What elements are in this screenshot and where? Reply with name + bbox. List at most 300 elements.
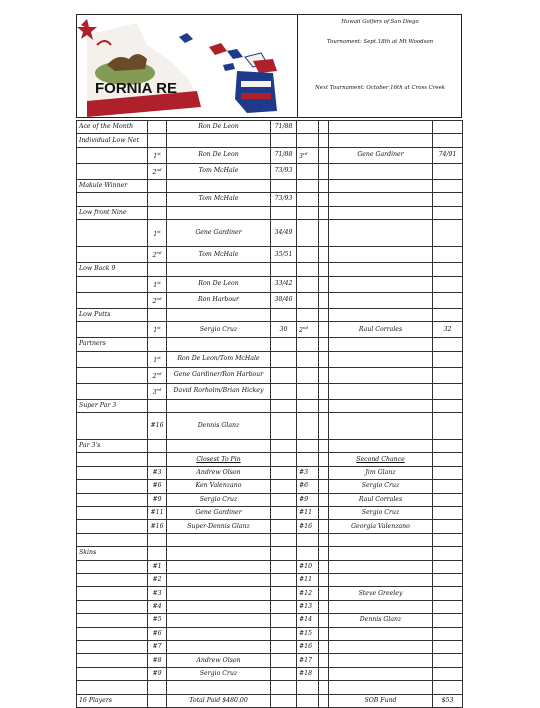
- cell-4-0: Makule Winner: [77, 179, 148, 192]
- table-row: [77, 121, 463, 134]
- table-row: [77, 220, 463, 247]
- cell-39-4: [297, 694, 319, 707]
- cell-31-7: [433, 587, 463, 600]
- table-row: [77, 667, 463, 680]
- cell-3-2: Tom McHale: [167, 163, 271, 179]
- cell-26-1: #16: [148, 520, 167, 533]
- cell-25-6: Sergio Cruz: [329, 507, 433, 520]
- cell-4-6: [329, 179, 433, 192]
- cell-11-4: [297, 292, 319, 308]
- cell-32-2: [167, 600, 271, 613]
- cell-2-6: Gene Gardiner: [329, 147, 433, 163]
- cell-20-0: Par 3's: [77, 440, 148, 453]
- cell-17-2: David Rorholm/Brian Hickey: [167, 383, 271, 399]
- cell-2-4: 3rd: [297, 147, 319, 163]
- cell-22-6: Jim Glanz: [329, 466, 433, 479]
- table-row: [77, 600, 463, 613]
- cell-34-3: [271, 627, 297, 640]
- table-row: [77, 654, 463, 667]
- cell-9-6: [329, 263, 433, 276]
- cell-24-1: #9: [148, 493, 167, 506]
- table-row: [77, 681, 463, 694]
- cell-12-7: [433, 308, 463, 321]
- cell-11-3: 38/46: [271, 292, 297, 308]
- cell-16-2: Gene Gardiner/Ron Harbour: [167, 367, 271, 383]
- cell-14-3: [271, 338, 297, 351]
- cell-24-5: [319, 493, 329, 506]
- cell-33-3: [271, 614, 297, 627]
- table-row: [77, 163, 463, 179]
- cell-14-4: [297, 338, 319, 351]
- cell-33-5: [319, 614, 329, 627]
- cell-26-5: [319, 520, 329, 533]
- cell-36-5: [319, 654, 329, 667]
- table-row: [77, 640, 463, 653]
- cell-12-2: [167, 308, 271, 321]
- cell-33-1: #5: [148, 614, 167, 627]
- cell-12-4: [297, 308, 319, 321]
- cell-36-1: #8: [148, 654, 167, 667]
- cell-5-2: Tom McHale: [167, 193, 271, 206]
- cell-34-4: #15: [297, 627, 319, 640]
- cell-36-7: [433, 654, 463, 667]
- cell-7-6: [329, 220, 433, 247]
- cell-21-3: [271, 453, 297, 466]
- cell-39-2: Total Paid $480.00: [167, 694, 271, 707]
- table-row: [77, 533, 463, 546]
- cell-16-7: [433, 367, 463, 383]
- cell-25-2: Gene Gardiner: [167, 507, 271, 520]
- cell-27-4: [297, 533, 319, 546]
- cell-6-5: [319, 206, 329, 219]
- cell-1-6: [329, 134, 433, 147]
- cell-4-2: [167, 179, 271, 192]
- cell-3-4: [297, 163, 319, 179]
- cell-28-2: [167, 547, 271, 560]
- cell-32-0: [77, 600, 148, 613]
- cell-33-6: Dennis Glanz: [329, 614, 433, 627]
- table-row: [77, 134, 463, 147]
- cell-31-6: Steve Greeley: [329, 587, 433, 600]
- cell-10-4: [297, 276, 319, 292]
- cell-37-0: [77, 667, 148, 680]
- cell-38-0: [77, 681, 148, 694]
- cell-0-0: Ace of the Month: [77, 121, 148, 134]
- cell-1-3: [271, 134, 297, 147]
- cell-1-5: [319, 134, 329, 147]
- cell-15-0: [77, 351, 148, 367]
- cell-24-6: Raul Corrales: [329, 493, 433, 506]
- cell-3-7: [433, 163, 463, 179]
- cell-14-1: [148, 338, 167, 351]
- cell-37-2: Sergio Cruz: [167, 667, 271, 680]
- cell-29-6: [329, 560, 433, 573]
- cell-16-1: 2nd: [148, 367, 167, 383]
- cell-30-7: [433, 573, 463, 586]
- cell-10-3: 33/42: [271, 276, 297, 292]
- cell-23-5: [319, 480, 329, 493]
- tournament-line: Tournament: Sept.18th at Mt Woodson: [326, 39, 434, 45]
- cell-27-2: [167, 533, 271, 546]
- cell-29-4: #10: [297, 560, 319, 573]
- cell-37-5: [319, 667, 329, 680]
- cell-14-6: [329, 338, 433, 351]
- cell-35-7: [433, 640, 463, 653]
- cell-30-2: [167, 573, 271, 586]
- cell-2-7: 74/91: [433, 147, 463, 163]
- cell-3-0: [77, 163, 148, 179]
- flags-logo: [77, 15, 297, 117]
- cell-15-5: [319, 351, 329, 367]
- cell-31-5: [319, 587, 329, 600]
- cell-38-7: [433, 681, 463, 694]
- cell-16-4: [297, 367, 319, 383]
- tournament-info: [297, 15, 462, 117]
- cell-13-7: 32: [433, 322, 463, 338]
- cell-5-4: [297, 193, 319, 206]
- cell-37-3: [271, 667, 297, 680]
- cell-7-4: [297, 220, 319, 247]
- table-row: [77, 263, 463, 276]
- cell-26-4: #16: [297, 520, 319, 533]
- cell-24-4: #9: [297, 493, 319, 506]
- cell-34-0: [77, 627, 148, 640]
- cell-39-7: $53: [433, 694, 463, 707]
- cell-6-0: Low front Nine: [77, 206, 148, 219]
- cell-1-7: [433, 134, 463, 147]
- cell-37-4: #18: [297, 667, 319, 680]
- cell-28-0: Skins: [77, 547, 148, 560]
- cell-27-5: [319, 533, 329, 546]
- cell-36-6: [329, 654, 433, 667]
- logo-text: FORNIA RE: [95, 80, 177, 97]
- table-row: [77, 413, 463, 440]
- cell-29-7: [433, 560, 463, 573]
- cell-36-3: [271, 654, 297, 667]
- cell-27-3: [271, 533, 297, 546]
- table-row: [77, 560, 463, 573]
- cell-21-4: [297, 453, 319, 466]
- cell-37-7: [433, 667, 463, 680]
- header-box: [76, 14, 462, 118]
- cell-4-3: [271, 179, 297, 192]
- table-row: [77, 493, 463, 506]
- cell-37-1: #9: [148, 667, 167, 680]
- cell-24-7: [433, 493, 463, 506]
- table-row: [77, 587, 463, 600]
- cell-39-0: 16 Players: [77, 694, 148, 707]
- table-row: [77, 466, 463, 479]
- cell-8-0: [77, 247, 148, 263]
- cell-26-0: [77, 520, 148, 533]
- cell-0-1: [148, 121, 167, 134]
- cell-38-2: [167, 681, 271, 694]
- cell-0-2: Ron De Leon: [167, 121, 271, 134]
- cell-34-7: [433, 627, 463, 640]
- cell-14-2: [167, 338, 271, 351]
- cell-23-2: Ken Valenzano: [167, 480, 271, 493]
- cell-20-4: [297, 440, 319, 453]
- cell-20-1: [148, 440, 167, 453]
- cell-1-1: [148, 134, 167, 147]
- cell-28-5: [319, 547, 329, 560]
- cell-20-3: [271, 440, 297, 453]
- cell-4-4: [297, 179, 319, 192]
- cell-18-2: [167, 399, 271, 412]
- cell-17-0: [77, 383, 148, 399]
- table-row: [77, 247, 463, 263]
- table-row: [77, 322, 463, 338]
- cell-12-3: [271, 308, 297, 321]
- cell-8-5: [319, 247, 329, 263]
- cell-35-4: #16: [297, 640, 319, 653]
- cell-6-2: [167, 206, 271, 219]
- cell-0-6: [329, 121, 433, 134]
- cell-22-0: [77, 466, 148, 479]
- club-name: Hawaii Golfers of San Diego: [341, 19, 419, 25]
- cell-3-6: [329, 163, 433, 179]
- cell-21-5: [319, 453, 329, 466]
- cell-10-5: [319, 276, 329, 292]
- cell-20-2: [167, 440, 271, 453]
- cell-5-1: [148, 193, 167, 206]
- cell-21-1: [148, 453, 167, 466]
- cell-4-7: [433, 179, 463, 192]
- cell-25-3: [271, 507, 297, 520]
- cell-15-4: [297, 351, 319, 367]
- cell-6-3: [271, 206, 297, 219]
- cell-25-4: #11: [297, 507, 319, 520]
- cell-16-0: [77, 367, 148, 383]
- cell-2-2: Ron De Leon: [167, 147, 271, 163]
- cell-5-6: [329, 193, 433, 206]
- cell-31-0: [77, 587, 148, 600]
- cell-11-0: [77, 292, 148, 308]
- cell-13-5: [319, 322, 329, 338]
- cell-5-0: [77, 193, 148, 206]
- cell-18-5: [319, 399, 329, 412]
- cell-12-1: [148, 308, 167, 321]
- cell-31-2: [167, 587, 271, 600]
- cell-26-6: Georgia Valenzano: [329, 520, 433, 533]
- cell-34-5: [319, 627, 329, 640]
- cell-29-0: [77, 560, 148, 573]
- cell-36-0: [77, 654, 148, 667]
- cell-0-5: [319, 121, 329, 134]
- cell-15-3: [271, 351, 297, 367]
- cell-30-3: [271, 573, 297, 586]
- cell-31-4: #12: [297, 587, 319, 600]
- table-row: [77, 520, 463, 533]
- cell-11-7: [433, 292, 463, 308]
- cell-1-4: [297, 134, 319, 147]
- cell-32-1: #4: [148, 600, 167, 613]
- cell-17-5: [319, 383, 329, 399]
- cell-35-0: [77, 640, 148, 653]
- cell-19-0: [77, 413, 148, 440]
- cell-28-7: [433, 547, 463, 560]
- cell-13-0: [77, 322, 148, 338]
- cell-18-6: [329, 399, 433, 412]
- cell-15-6: [329, 351, 433, 367]
- cell-15-7: [433, 351, 463, 367]
- cell-22-7: [433, 466, 463, 479]
- results-table: [76, 120, 463, 708]
- table-row: [77, 573, 463, 586]
- cell-7-7: [433, 220, 463, 247]
- cell-3-1: 2nd: [148, 163, 167, 179]
- cell-33-4: #14: [297, 614, 319, 627]
- cell-17-1: 3rd: [148, 383, 167, 399]
- cell-10-0: [77, 276, 148, 292]
- cell-8-2: Tom McHale: [167, 247, 271, 263]
- cell-16-3: [271, 367, 297, 383]
- cell-6-1: [148, 206, 167, 219]
- cell-0-4: [297, 121, 319, 134]
- cell-15-2: Ron De Leon/Tom McHale: [167, 351, 271, 367]
- cell-19-7: [433, 413, 463, 440]
- cell-8-3: 35/51: [271, 247, 297, 263]
- cell-35-1: #7: [148, 640, 167, 653]
- cell-13-4: 2nd: [297, 322, 319, 338]
- cell-23-4: #6: [297, 480, 319, 493]
- cell-30-5: [319, 573, 329, 586]
- cell-39-1: [148, 694, 167, 707]
- cell-18-4: [297, 399, 319, 412]
- cell-12-6: [329, 308, 433, 321]
- cell-4-1: [148, 179, 167, 192]
- table-row: [77, 547, 463, 560]
- cell-35-5: [319, 640, 329, 653]
- cell-7-0: [77, 220, 148, 247]
- cell-19-3: [271, 413, 297, 440]
- table-row: [77, 179, 463, 192]
- cell-2-3: 71/88: [271, 147, 297, 163]
- cell-11-1: 2nd: [148, 292, 167, 308]
- cell-30-1: #2: [148, 573, 167, 586]
- cell-38-5: [319, 681, 329, 694]
- cell-20-5: [319, 440, 329, 453]
- next-tournament-line: Next Tournament: October 16th at Cross Creek: [314, 85, 446, 91]
- table-row: [77, 147, 463, 163]
- cell-0-7: [433, 121, 463, 134]
- cell-26-3: [271, 520, 297, 533]
- cell-11-2: Ron Harbour: [167, 292, 271, 308]
- cell-35-6: [329, 640, 433, 653]
- cell-34-2: [167, 627, 271, 640]
- table-row: [77, 193, 463, 206]
- cell-14-0: Partners: [77, 338, 148, 351]
- table-row: [77, 308, 463, 321]
- cell-2-0: [77, 147, 148, 163]
- cell-10-6: [329, 276, 433, 292]
- cell-12-0: Low Putts: [77, 308, 148, 321]
- cell-10-1: 1st: [148, 276, 167, 292]
- cell-30-4: #11: [297, 573, 319, 586]
- cell-3-5: [319, 163, 329, 179]
- cell-39-3: [271, 694, 297, 707]
- cell-16-5: [319, 367, 329, 383]
- cell-12-5: [319, 308, 329, 321]
- cell-38-3: [271, 681, 297, 694]
- cell-22-2: Andrew Olson: [167, 466, 271, 479]
- cell-22-4: #3: [297, 466, 319, 479]
- table-row: [77, 399, 463, 412]
- cell-27-0: [77, 533, 148, 546]
- cell-20-7: [433, 440, 463, 453]
- cell-28-6: [329, 547, 433, 560]
- cell-11-6: [329, 292, 433, 308]
- cell-36-4: #17: [297, 654, 319, 667]
- cell-19-6: [329, 413, 433, 440]
- cell-32-6: [329, 600, 433, 613]
- table-row: [77, 480, 463, 493]
- cell-14-7: [433, 338, 463, 351]
- cell-19-4: [297, 413, 319, 440]
- cell-31-1: #3: [148, 587, 167, 600]
- cell-7-5: [319, 220, 329, 247]
- cell-22-3: [271, 466, 297, 479]
- cell-6-7: [433, 206, 463, 219]
- cell-19-2: Dennis Glanz: [167, 413, 271, 440]
- cell-17-7: [433, 383, 463, 399]
- cell-2-1: 1st: [148, 147, 167, 163]
- cell-33-2: [167, 614, 271, 627]
- cell-33-7: [433, 614, 463, 627]
- cell-5-3: 73/93: [271, 193, 297, 206]
- cell-32-3: [271, 600, 297, 613]
- cell-21-7: [433, 453, 463, 466]
- cell-23-1: #6: [148, 480, 167, 493]
- cell-29-3: [271, 560, 297, 573]
- cell-38-4: [297, 681, 319, 694]
- cell-19-1: #16: [148, 413, 167, 440]
- cell-34-6: [329, 627, 433, 640]
- table-row: [77, 453, 463, 466]
- cell-21-2: Closest To Pin: [167, 453, 271, 466]
- cell-9-5: [319, 263, 329, 276]
- cell-13-1: 1st: [148, 322, 167, 338]
- cell-24-2: Sergio Cruz: [167, 493, 271, 506]
- cell-4-5: [319, 179, 329, 192]
- cell-35-3: [271, 640, 297, 653]
- cell-8-4: [297, 247, 319, 263]
- cell-29-5: [319, 560, 329, 573]
- cell-19-5: [319, 413, 329, 440]
- cell-26-7: [433, 520, 463, 533]
- cell-34-1: #6: [148, 627, 167, 640]
- cell-29-2: [167, 560, 271, 573]
- cell-27-7: [433, 533, 463, 546]
- cell-16-6: [329, 367, 433, 383]
- cell-35-2: [167, 640, 271, 653]
- table-row: [77, 694, 463, 707]
- cell-9-3: [271, 263, 297, 276]
- cell-1-0: Individual Low Net: [77, 134, 148, 147]
- cell-9-2: [167, 263, 271, 276]
- cell-22-1: #3: [148, 466, 167, 479]
- cell-25-5: [319, 507, 329, 520]
- cell-23-6: Sergio Cruz: [329, 480, 433, 493]
- table-row: [77, 614, 463, 627]
- cell-25-0: [77, 507, 148, 520]
- cell-10-2: Ron De Leon: [167, 276, 271, 292]
- cell-9-4: [297, 263, 319, 276]
- cell-33-0: [77, 614, 148, 627]
- cell-18-3: [271, 399, 297, 412]
- table-row: [77, 206, 463, 219]
- table-row: [77, 383, 463, 399]
